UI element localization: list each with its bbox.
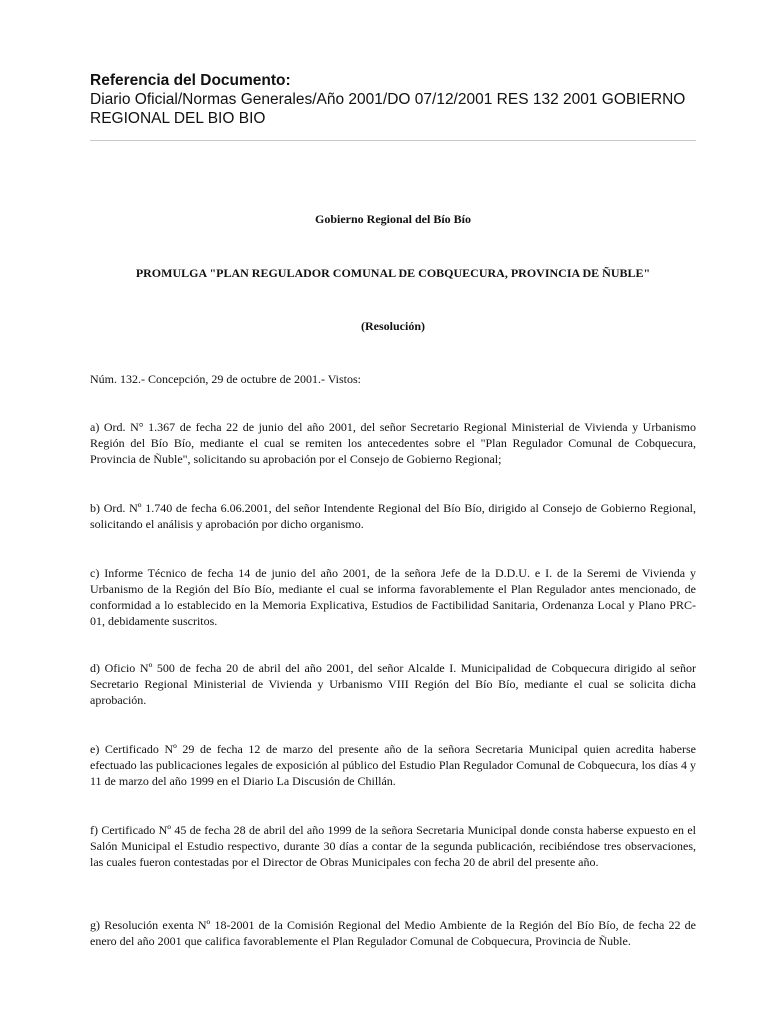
intro-line: Núm. 132.- Concepción, 29 de octubre de 2001.- Vistos:: [90, 372, 362, 386]
paragraph-g: g) Resolución exenta Nº 18-2001 de la Comisión Regional del Medio Ambiente de la Región del Bío Bío, de fecha 22 de enero del año 2001 que califica favorablemente el Plan Regulador Comunal de Cobquecura, Provincia de Ñuble.: [90, 918, 696, 948]
paragraph-a: a) Ord. N° 1.367 de fecha 22 de junio del año 2001, del señor Secretario Regional Ministerial de Vivienda y Urbanismo Región del Bío Bío, mediante el cual se remiten los antecedentes sobre el "Plan Regulador Comunal de Cobquecura, Provincia de Ñuble", solicitando su aprobación por el Consejo de Gobierno Regional;: [90, 420, 696, 466]
paragraph-c: c) Informe Técnico de fecha 14 de junio del año 2001, de la señora Jefe de la D.D.U. e I. de la Seremi de Vivienda y Urbanismo de la Región del Bío Bío, mediante el cual se informa favorablemente el Plan Regulador antes mencionado, de conformidad a lo establecido en la Memoria Explicativa, Estudios de Factibilidad Sanitaria, Ordenanza Local y Plano PRC-01, debidamente suscritos.: [90, 566, 696, 628]
paragraph-b: b) Ord. Nº 1.740 de fecha 6.06.2001, del señor Intendente Regional del Bío Bío, dirigido al Consejo de Gobierno Regional, solicitando el análisis y aprobación por dicho organismo.: [90, 501, 696, 531]
reference-text: Diario Oficial/Normas Generales/Año 2001/DO 07/12/2001 RES 132 2001 GOBIERNO REGIONAL DEL BIO BIO: [90, 91, 686, 127]
document-title: PROMULGA "PLAN REGULADOR COMUNAL DE COBQUECURA, PROVINCIA DE ÑUBLE": [135, 266, 651, 280]
paragraph-f: f) Certificado Nº 45 de fecha 28 de abril del año 1999 de la señora Secretaria Municipal donde consta haberse expuesto en el Salón Municipal el Estudio respectivo, durante 30 días a contar de la segunda publicación, recibiéndose tres observaciones, las cuales fueron contestadas por el Director de Obras Municipales con fecha 20 de abril del presente año.: [90, 823, 696, 869]
issuer-heading: Gobierno Regional del Bío Bío: [314, 212, 471, 226]
document-type: (Resolución): [361, 319, 425, 333]
paragraph-d: d) Oficio Nº 500 de fecha 20 de abril del año 2001, del señor Alcalde I. Municipalidad de Cobquecura dirigido al señor Secretario Regional Ministerial de Vivienda y Urbanismo VIII Región del Bío Bío, mediante el cual se solicita dicha aprobación.: [90, 661, 696, 707]
document-reference: [90, 71, 700, 128]
paragraph-e: e) Certificado Nº 29 de fecha 12 de marzo del presente año de la señora Secretaria Municipal quien acredita haberse efectuado las publicaciones legales de exposición al público del Estudio Plan Regulador Comunal de Cobquecura, los días 4 y 11 de marzo del año 1999 en el Diario La Discusión de Chillán.: [90, 742, 696, 788]
divider: [90, 140, 696, 141]
reference-label: Referencia del Documento:: [90, 72, 291, 89]
